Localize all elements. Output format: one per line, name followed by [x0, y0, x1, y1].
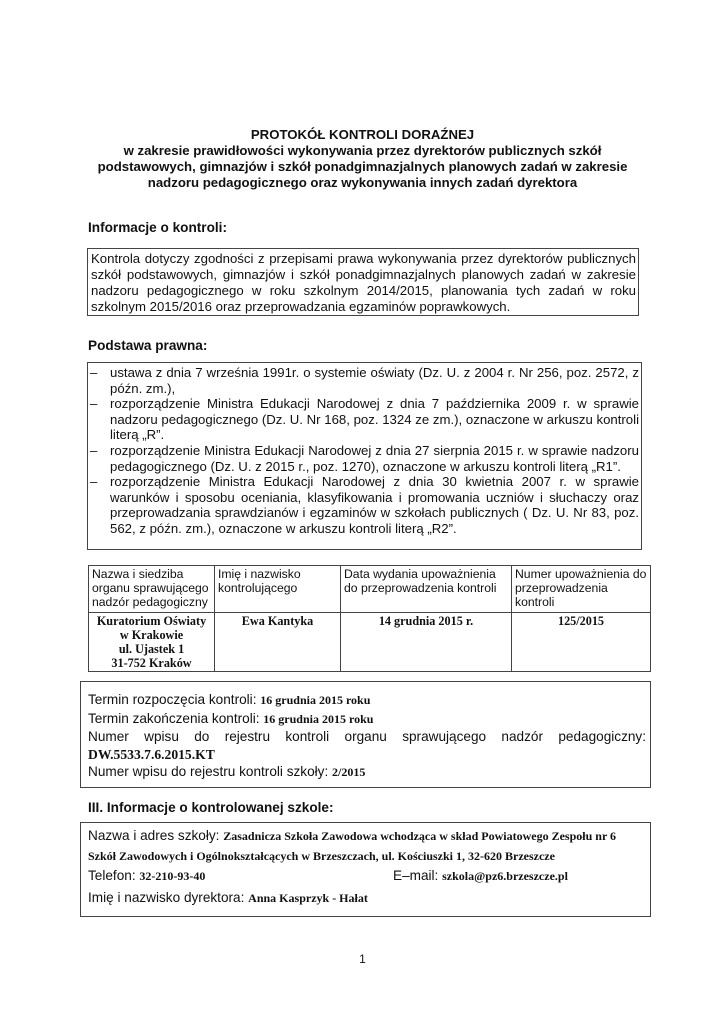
legal-heading: Podstawa prawna: [88, 338, 208, 353]
table-row [89, 613, 651, 672]
school-name-label: Nazwa i adres szkoły: [88, 828, 220, 843]
info-text: Kontrola dotyczy zgodności z przepisami prawa wykonywania przez dyrektorów publicznych szkół podstawowych, gimnazjów i szkół ponadgimnazjalnych planowych zadań w zakresie nadzoru pedagogicznego w roku szkolnym 2014/2015, planowania tych zadań w roku szkolnym 2015/2016 oraz przeprowadzania egzaminów poprawkowych. [91, 251, 636, 314]
director-row [88, 886, 646, 910]
start-date-row [88, 691, 646, 710]
table-header-row [89, 566, 651, 613]
cell-organ [89, 613, 215, 672]
start-date-value: 16 grudnia 2015 roku [260, 693, 371, 707]
phone-label: Telefon: [88, 868, 136, 883]
email-value: szkola@pz6.brzeszcze.pl [442, 869, 568, 883]
school-name-value-2: Szkół Zawodowych i Ogólnokształcących w Brzeszczach, ul. Kościuszki 1, 32-620 Brzeszcze [88, 849, 555, 863]
cell-date: 14 grudnia 2015 r. [341, 613, 512, 672]
legal-item-text: rozporządzenie Ministra Edukacji Narodowej z dnia 30 kwietnia 2007 r. w sprawie warunków i sposobu oceniania, klasyfikowania i promowania uczniów i słuchaczy oraz przeprowadzania sprawdzianów i egzaminów w szkołach publicznych ( Dz. U. Nr 83, poz. 562, z późn. zm.), oznaczone w arkuszu kontroli literą „R2”. [110, 474, 639, 536]
organ-line: Kuratorium Oświaty [96, 614, 207, 628]
terms-box [80, 681, 651, 788]
title-line-4: nadzoru pedagogicznego oraz wykonywania innych zadań dyrektora [147, 175, 578, 190]
authorization-table [88, 565, 651, 672]
page-number: 1 [359, 952, 366, 966]
organ-line: ul. Ujastek 1 [118, 642, 185, 656]
contact-row [88, 866, 646, 886]
header-date: Data wydania upoważnienia do przeprowadzenia kontroli [341, 566, 512, 613]
legal-item-text: ustawa z dnia 7 września 1991r. o systemie oświaty (Dz. U. z 2004 r. Nr 256, poz. 2572, z późn. zm.), [110, 365, 639, 396]
title-line-1: PROTOKÓŁ KONTROLI DORAŹNEJ [250, 127, 475, 142]
header-organ: Nazwa i siedziba organu sprawującego nadzór pedagogiczny [89, 566, 215, 613]
cell-number: 125/2015 [512, 613, 651, 672]
legal-item-3 [88, 443, 639, 474]
end-date-label: Termin zakończenia kontroli: [88, 710, 260, 726]
end-date-row [88, 710, 646, 729]
cell-inspector: Ewa Kantyka [215, 613, 341, 672]
school-heading: III. Informacje o kontrolowanej szkole: [88, 800, 334, 815]
director-label: Imię i nazwisko dyrektora: [88, 890, 245, 905]
dash-bullet: – [90, 396, 98, 412]
director-value: Anna Kasprzyk - Hałat [248, 891, 368, 905]
organ-line: 31-752 Kraków [111, 656, 192, 670]
school-registry-value: 2/2015 [332, 765, 366, 779]
info-heading: Informacje o kontroli: [88, 220, 227, 235]
legal-item-text: rozporządzenie Ministra Edukacji Narodowej z dnia 27 sierpnia 2015 r. w sprawie nadzoru pedagogicznego (Dz. U. z 2015 r., poz. 1270), oznaczone w arkuszu kontroli literą „R1”. [110, 442, 639, 474]
title-line-3: podstawowych, gimnazjów i szkół ponadgimnazjalnych planowych zadań w zakresie [97, 159, 628, 174]
title-line-2: w zakresie prawidłowości wykonywania przez dyrektorów publicznych szkół [123, 143, 602, 158]
start-date-label: Termin rozpoczęcia kontroli: [88, 692, 257, 707]
legal-item-1 [88, 365, 639, 396]
school-registry-label: Numer wpisu do rejestru kontroli szkoły: [88, 764, 329, 779]
header-number: Numer upoważnienia do przeprowadzenia kontroli [512, 566, 651, 613]
dash-bullet: – [90, 365, 98, 380]
email-group [393, 866, 568, 886]
registry-value: DW.5533.7.6.2015.KT [88, 746, 215, 762]
phone-value: 32-210-93-40 [139, 869, 206, 883]
school-name-value-1: Zasadnicza Szkoła Zawodowa wchodząca w skład Powiatowego Zespołu nr 6 [223, 829, 617, 843]
school-registry-row [88, 763, 646, 782]
legal-list [88, 365, 639, 537]
school-name-row [88, 826, 646, 846]
school-box [80, 822, 651, 917]
legal-box [87, 362, 642, 550]
dash-bullet: – [90, 442, 98, 458]
legal-item-4 [88, 474, 639, 536]
info-box [87, 248, 639, 316]
dash-bullet: – [90, 474, 98, 490]
end-date-value: 16 grudnia 2015 roku [263, 711, 374, 726]
organ-line: w Krakowie [119, 628, 184, 642]
email-label: E–mail: [393, 868, 439, 883]
legal-item-2 [88, 396, 639, 443]
legal-item-text: rozporządzenie Ministra Edukacji Narodowej z dnia 7 października 2009 r. w sprawie nadzoru pedagogicznego (Dz. U. Nr 168, poz. 1324 ze zm.), oznaczone w arkuszu kontroli literą „R”. [110, 396, 639, 443]
registry-label: Numer wpisu do rejestru kontroli organu sprawującego nadzór pedagogiczny: [88, 729, 646, 744]
document-title [80, 127, 645, 191]
header-inspector: Imię i nazwisko kontrolującego [215, 566, 341, 613]
